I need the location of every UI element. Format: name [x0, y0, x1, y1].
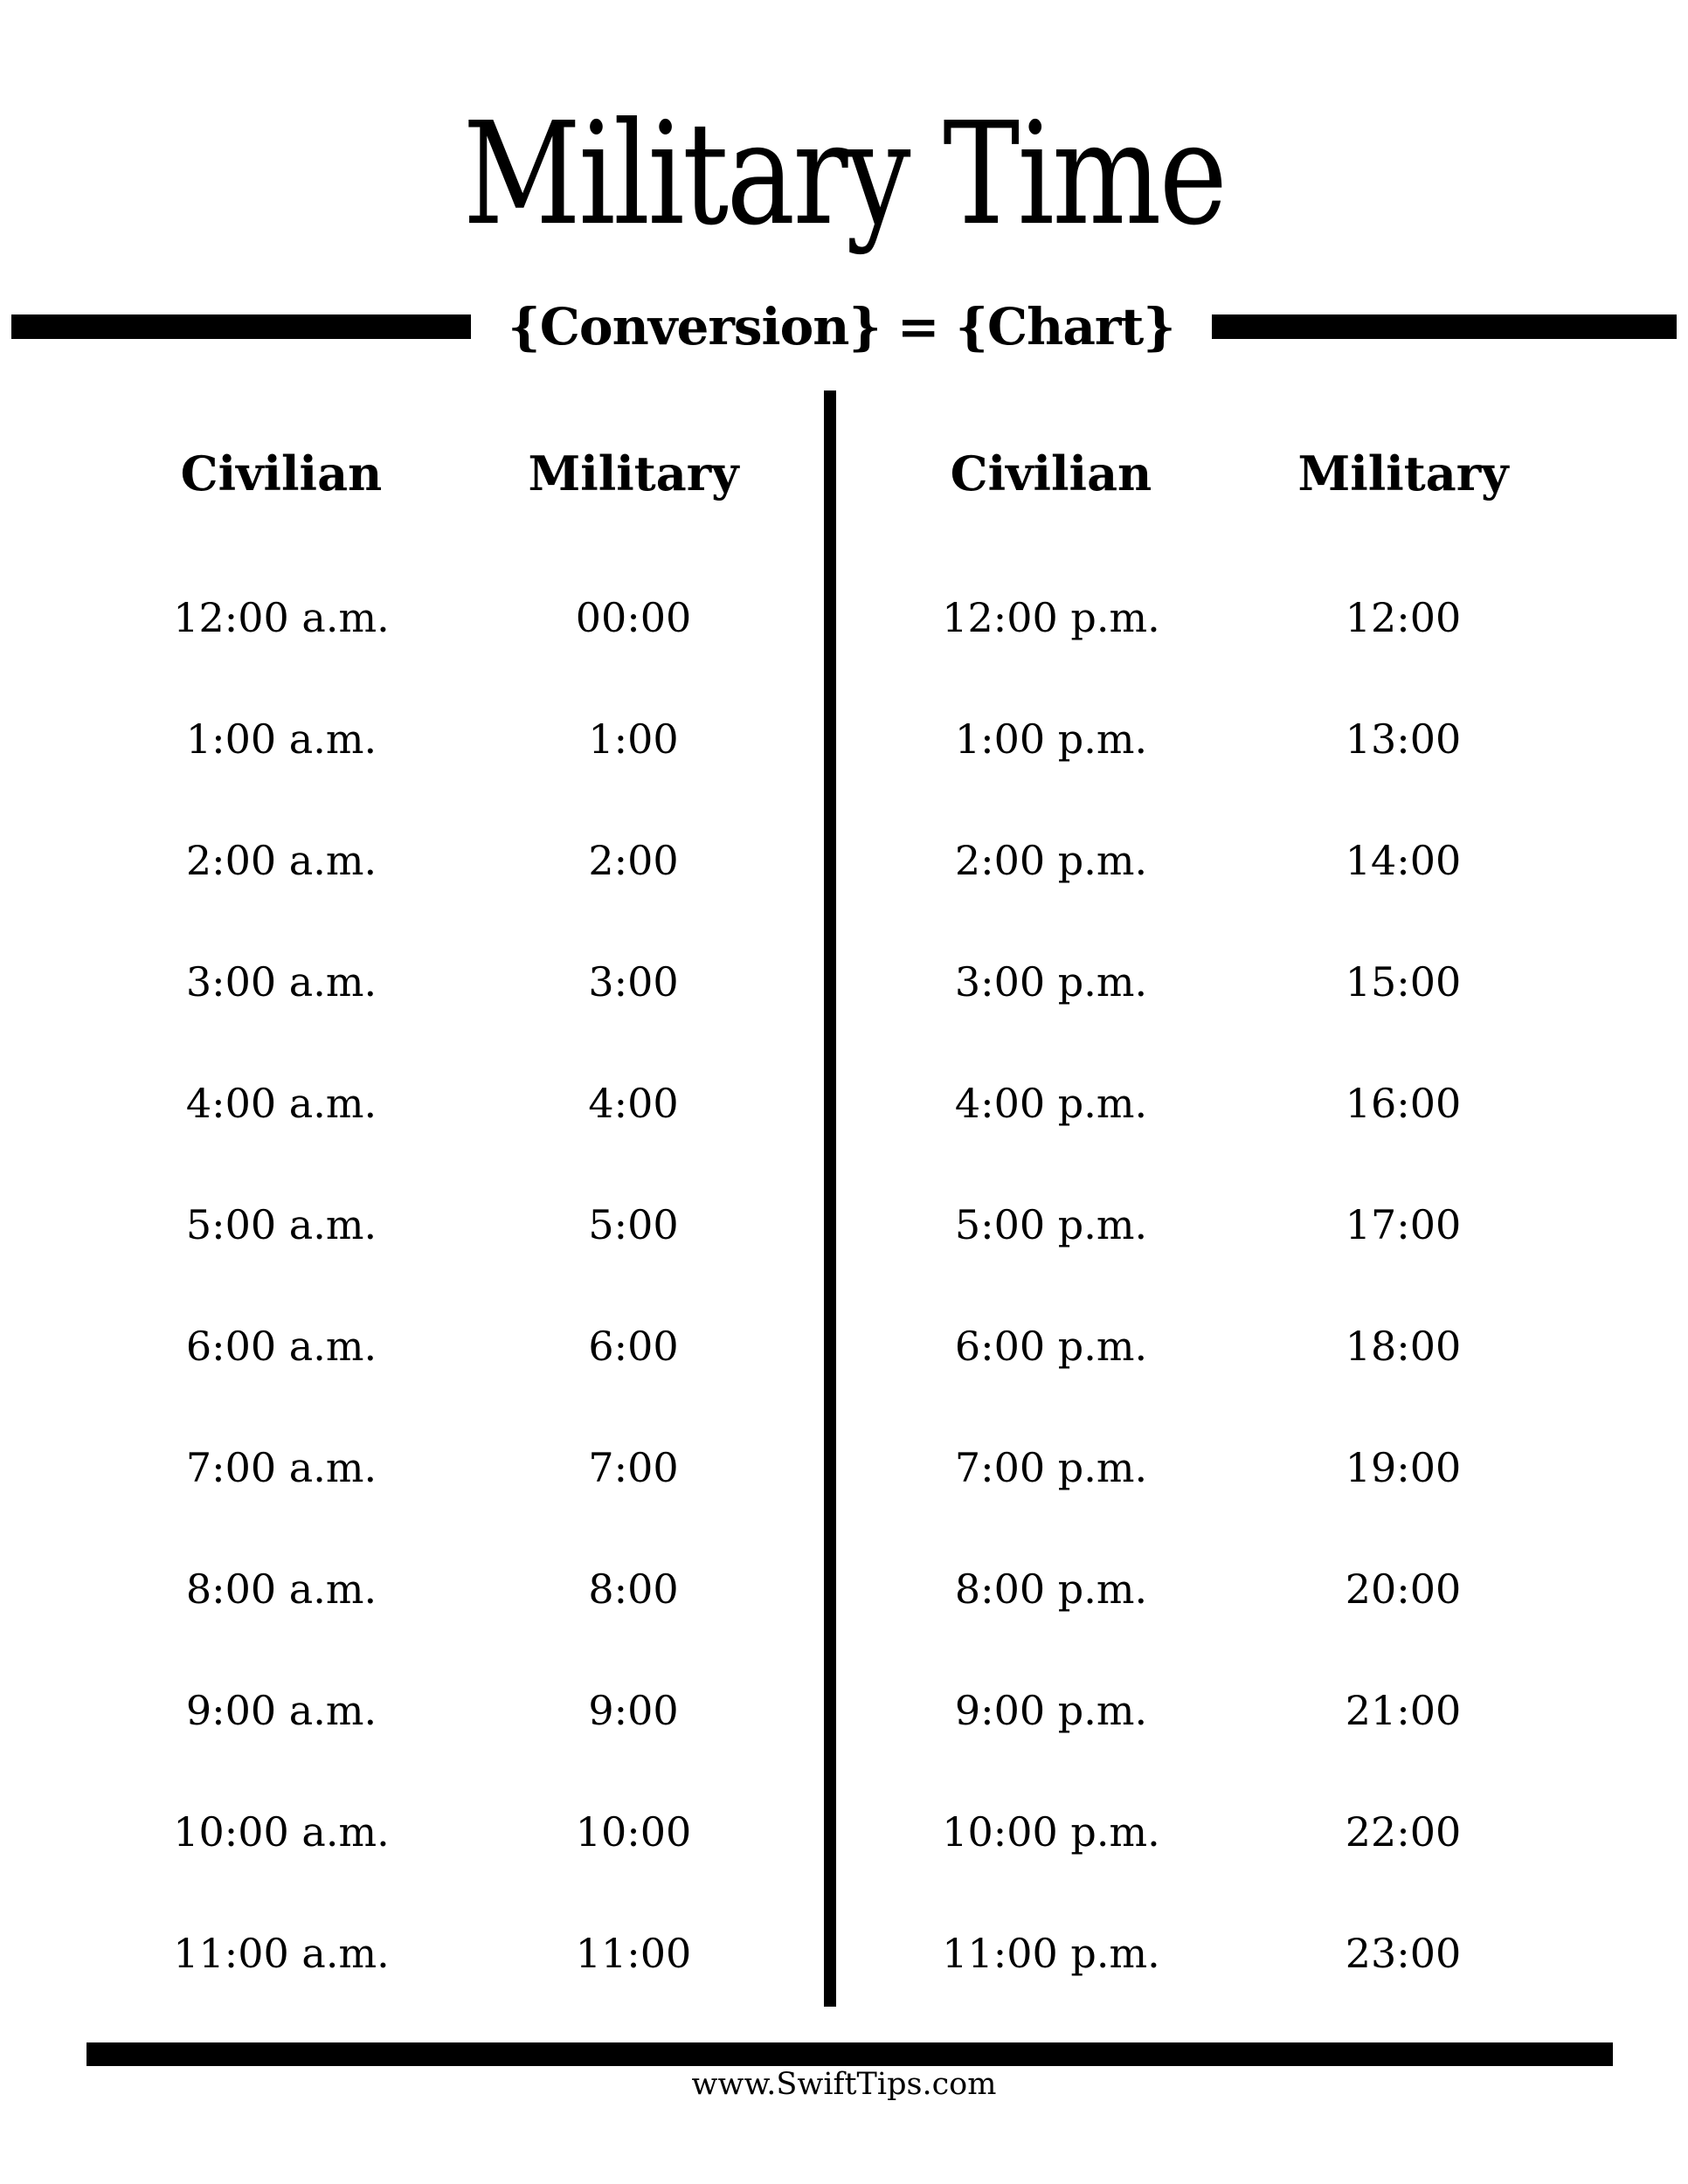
- military-time: 2:00: [588, 836, 679, 884]
- military-time: 3:00: [588, 957, 679, 1006]
- civilian-time: 6:00 p.m.: [954, 1322, 1148, 1370]
- civilian-time: 12:00 a.m.: [173, 593, 390, 641]
- military-time: 15:00: [1345, 957, 1462, 1006]
- military-time: 12:00: [1345, 593, 1462, 641]
- military-time: 19:00: [1345, 1443, 1462, 1491]
- civilian-time: 7:00 a.m.: [185, 1443, 377, 1491]
- military-time: 5:00: [588, 1200, 679, 1248]
- civilian-time: 2:00 p.m.: [954, 836, 1148, 884]
- military-time: 00:00: [575, 593, 692, 641]
- military-time: 16:00: [1345, 1079, 1462, 1127]
- military-time: 20:00: [1345, 1565, 1462, 1613]
- subtitle-row: [0, 278, 1688, 376]
- civilian-time: 2:00 a.m.: [185, 836, 377, 884]
- military-time: 10:00: [575, 1807, 692, 1856]
- page-title: Military Time: [462, 93, 1226, 257]
- civilian-time: 8:00 p.m.: [954, 1565, 1148, 1613]
- civilian-time: 11:00 a.m.: [173, 1929, 390, 1977]
- civilian-time: 5:00 a.m.: [185, 1200, 377, 1248]
- military-time: 14:00: [1345, 836, 1462, 884]
- civilian-time: 8:00 a.m.: [185, 1565, 377, 1613]
- civilian-time: 9:00 a.m.: [185, 1686, 377, 1734]
- civilian-time: 5:00 p.m.: [954, 1200, 1148, 1248]
- civilian-time: 6:00 a.m.: [185, 1322, 377, 1370]
- civilian-time: 3:00 a.m.: [185, 957, 377, 1006]
- civilian-time: 10:00 p.m.: [942, 1807, 1160, 1856]
- civilian-time: 9:00 p.m.: [954, 1686, 1148, 1734]
- military-time: 18:00: [1345, 1322, 1462, 1370]
- military-time: 11:00: [575, 1929, 692, 1977]
- military-time: 9:00: [588, 1686, 679, 1734]
- column-divider: [824, 390, 836, 2007]
- civilian-time: 11:00 p.m.: [942, 1929, 1160, 1977]
- military-time: 23:00: [1345, 1929, 1462, 1977]
- military-time: 22:00: [1345, 1807, 1462, 1856]
- footer-url: www.SwiftTips.com: [691, 2067, 997, 2102]
- subtitle-rule-left: [11, 314, 471, 339]
- civilian-column-header: Civilian: [180, 446, 383, 501]
- pm-conversion-table: [836, 390, 1688, 2014]
- footer-rule: [86, 2042, 1613, 2066]
- page-subtitle: {Conversion} = {Chart}: [508, 297, 1175, 356]
- civilian-time: 1:00 a.m.: [185, 715, 377, 763]
- military-time: 6:00: [588, 1322, 679, 1370]
- military-time: 4:00: [588, 1079, 679, 1127]
- civilian-time: 7:00 p.m.: [954, 1443, 1148, 1491]
- subtitle-rule-right: [1212, 314, 1677, 339]
- civilian-time: 3:00 p.m.: [954, 957, 1148, 1006]
- military-time: 17:00: [1345, 1200, 1462, 1248]
- civilian-time: 10:00 a.m.: [173, 1807, 390, 1856]
- civilian-time: 1:00 p.m.: [954, 715, 1148, 763]
- military-time: 8:00: [588, 1565, 679, 1613]
- civilian-time: 4:00 a.m.: [185, 1079, 377, 1127]
- civilian-time: 12:00 p.m.: [942, 593, 1160, 641]
- military-time: 1:00: [588, 715, 679, 763]
- military-time: 21:00: [1345, 1686, 1462, 1734]
- civilian-time: 4:00 p.m.: [954, 1079, 1148, 1127]
- military-time: 7:00: [588, 1443, 679, 1491]
- military-column-header: Military: [1297, 446, 1509, 501]
- am-conversion-table: [0, 390, 824, 2014]
- civilian-column-header: Civilian: [950, 446, 1152, 501]
- conversion-chart: [0, 390, 1688, 2014]
- military-column-header: Military: [528, 446, 739, 501]
- military-time: 13:00: [1345, 715, 1462, 763]
